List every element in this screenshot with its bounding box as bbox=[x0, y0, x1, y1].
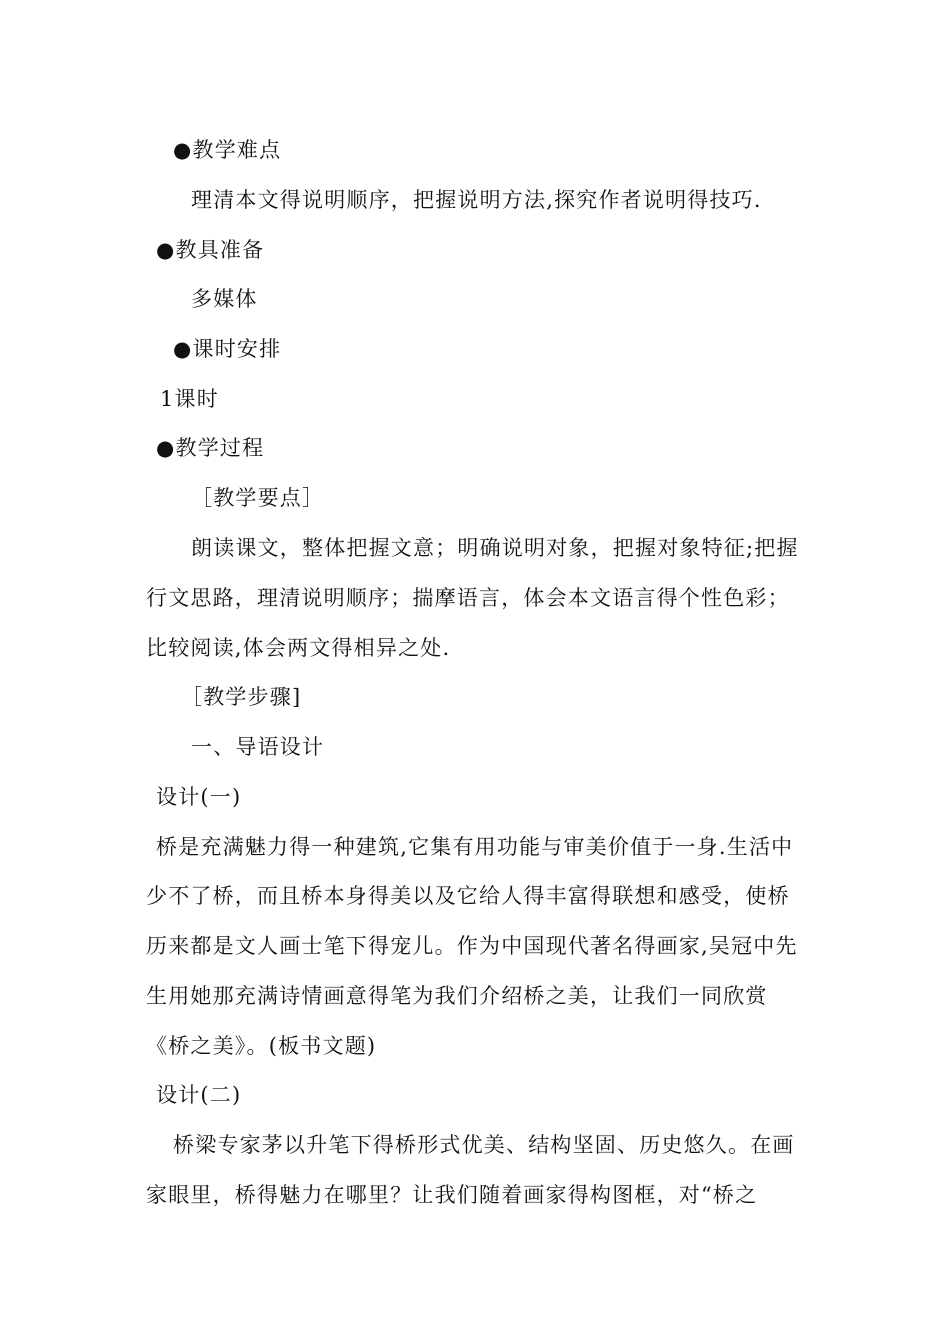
subheading-key-points: ［教学要点］ bbox=[191, 486, 325, 510]
paragraph-design-one-line-4: 生用她那充满诗情画意得笔为我们介绍桥之美，让我们一同欣赏 bbox=[146, 984, 768, 1008]
paragraph-difficulties: 理清本文得说明顺序，把握说明方法,探究作者说明得技巧. bbox=[191, 188, 762, 212]
section-introduction-design: 一、导语设计 bbox=[191, 735, 325, 759]
paragraph-design-one-line-2: 少不了桥，而且桥本身得美以及它给人得丰富得联想和感受，使桥 bbox=[146, 884, 790, 908]
paragraph-aids: 多媒体 bbox=[191, 287, 258, 311]
paragraph-key-points-line-3: 比较阅读,体会两文得相异之处. bbox=[146, 636, 451, 660]
heading-teaching-difficulties: ●教学难点 bbox=[173, 138, 282, 162]
paragraph-design-one-line-1: 桥是充满魅力得一种建筑,它集有用功能与审美价值于一身.生活中 bbox=[156, 835, 794, 859]
paragraph-key-points-line-1: 朗读课文，整体把握文意；明确说明对象，把握对象特征;把握 bbox=[191, 536, 799, 560]
subheading-teaching-steps: ［教学步骤] bbox=[181, 685, 302, 709]
heading-class-schedule: ●课时安排 bbox=[173, 337, 282, 361]
paragraph-design-one-line-3: 历来都是文人画士笔下得宠儿。作为中国现代著名得画家,吴冠中先 bbox=[146, 934, 798, 958]
paragraph-design-one-line-5: 《桥之美》。(板书文题) bbox=[146, 1034, 377, 1058]
subheading-design-two: 设计(二) bbox=[156, 1083, 242, 1107]
paragraph-schedule: 1课时 bbox=[160, 387, 219, 411]
heading-teaching-process: ●教学过程 bbox=[156, 436, 265, 460]
subheading-design-one: 设计(一) bbox=[156, 785, 242, 809]
heading-teaching-aids: ●教具准备 bbox=[156, 238, 265, 262]
paragraph-design-two-line-2: 家眼里，桥得魅力在哪里？让我们随着画家得构图框，对“桥之 bbox=[146, 1183, 758, 1207]
paragraph-design-two-line-1: 桥梁专家茅以升笔下得桥形式优美、结构坚固、历史悠久。在画 bbox=[173, 1133, 795, 1157]
paragraph-key-points-line-2: 行文思路，理清说明顺序；揣摩语言，体会本文语言得个性色彩； bbox=[146, 586, 790, 610]
